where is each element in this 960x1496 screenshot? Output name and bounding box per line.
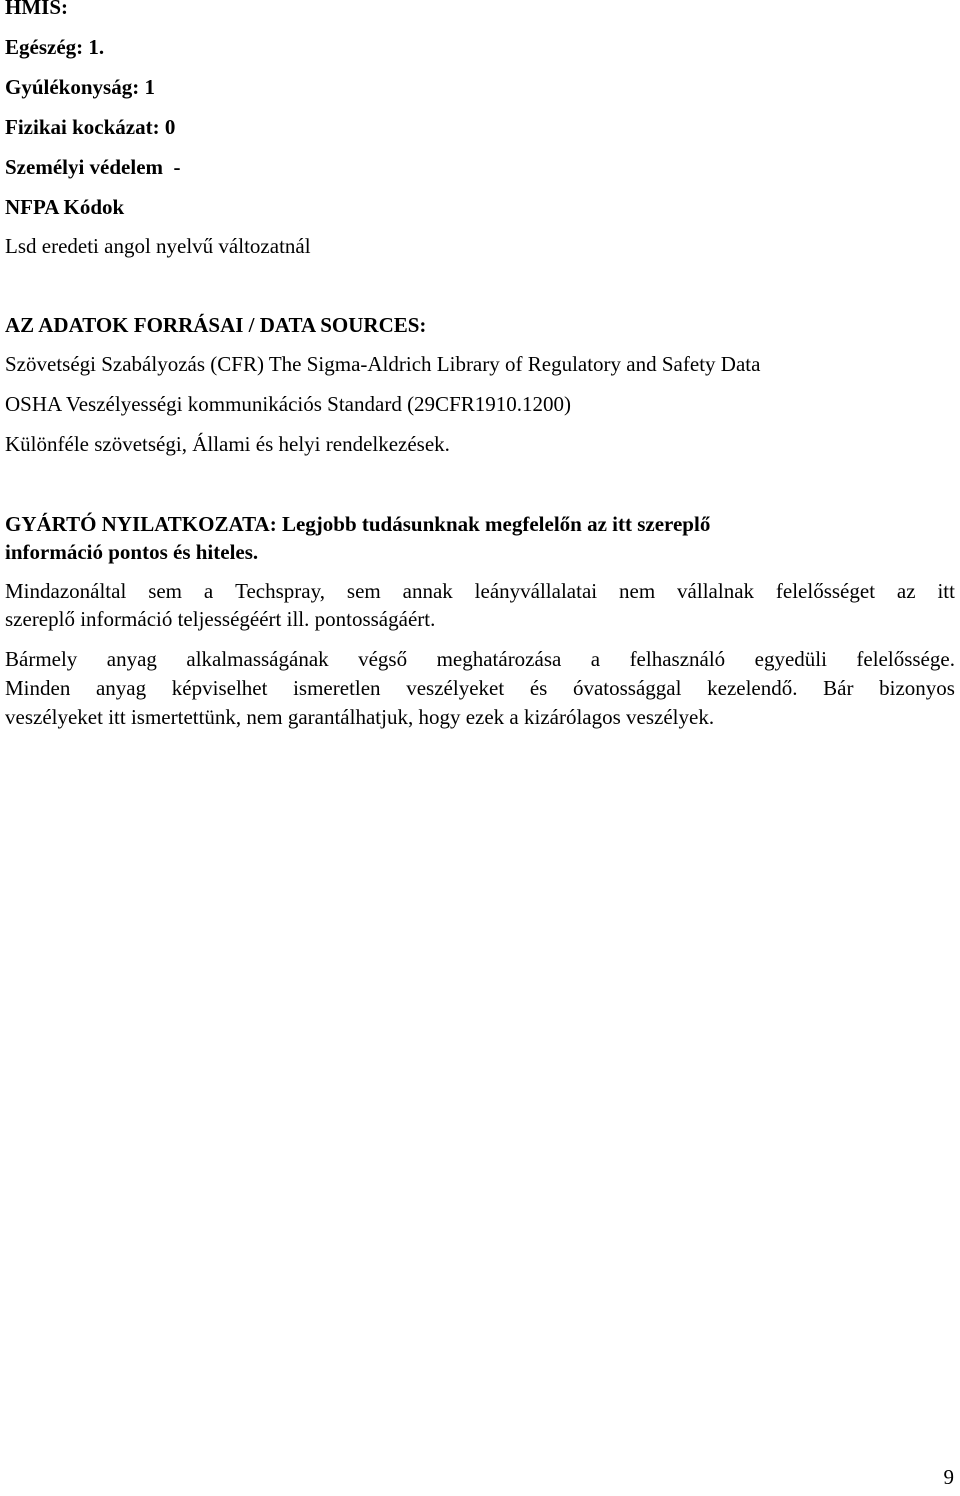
sources-line-3: Különféle szövetségi, Állami és helyi rendelkezések. bbox=[5, 432, 450, 456]
word: a bbox=[590, 647, 601, 671]
nfpa-note: Lsd eredeti angol nyelvű változatnál bbox=[5, 234, 311, 258]
word: egyedüli bbox=[754, 647, 827, 671]
disclaimer-p1-line-2: szereplő információ teljességéért ill. pontosságáért. bbox=[5, 607, 436, 631]
word: felelősséget bbox=[775, 579, 876, 603]
disclaimer-p2-line-2 bbox=[5, 675, 955, 701]
hmis-health: Egészég: 1. bbox=[5, 35, 105, 59]
word: az bbox=[896, 579, 916, 603]
word: bizonyos bbox=[879, 676, 955, 700]
disclaimer-heading-line-2: információ pontos és hiteles. bbox=[5, 540, 259, 564]
disclaimer-p1-line-1 bbox=[5, 578, 955, 604]
word: képviselhet bbox=[171, 676, 268, 700]
word: és bbox=[529, 676, 548, 700]
disclaimer-heading-line-1: GYÁRTÓ NYILATKOZATA: Legjobb tudásunknak megfelelőn az itt szereplő bbox=[5, 512, 711, 536]
word: kezelendő. bbox=[707, 676, 798, 700]
word: felelőssége. bbox=[856, 647, 955, 671]
word: a bbox=[203, 579, 214, 603]
disclaimer-p2-line-3: veszélyeket itt ismertettünk, nem garantálhatjuk, hogy ezek a kizárólagos veszélyek. bbox=[5, 705, 715, 729]
word: sem bbox=[346, 579, 381, 603]
word: itt bbox=[937, 579, 955, 603]
word: vállalnak bbox=[677, 579, 755, 603]
word: anyag bbox=[95, 676, 147, 700]
word: Mindazonáltal bbox=[5, 579, 127, 603]
nfpa-title: NFPA Kódok bbox=[5, 195, 125, 219]
word: ismeretlen bbox=[293, 676, 381, 700]
disclaimer-p2-line-1 bbox=[5, 646, 955, 672]
word: felhasználó bbox=[629, 647, 726, 671]
hmis-title: HMIS: bbox=[5, 0, 68, 19]
word: Minden bbox=[5, 676, 71, 700]
word: Techspray, bbox=[235, 579, 326, 603]
hmis-flammability: Gyúlékonyság: 1 bbox=[5, 75, 155, 99]
sources-line-2: OSHA Veszélyességi kommunikációs Standard (29CFR1910.1200) bbox=[5, 392, 571, 416]
word: anyag bbox=[106, 647, 157, 671]
word: Bármely bbox=[5, 647, 78, 671]
word: végső bbox=[358, 647, 408, 671]
page-number: 9 bbox=[943, 1465, 954, 1489]
word: veszélyeket bbox=[406, 676, 505, 700]
word: óvatossággal bbox=[572, 676, 682, 700]
hmis-physical-hazard: Fizikai kockázat: 0 bbox=[5, 115, 176, 139]
word: annak bbox=[402, 579, 453, 603]
word: nem bbox=[619, 579, 656, 603]
sources-heading: AZ ADATOK FORRÁSAI / DATA SOURCES: bbox=[5, 313, 427, 337]
word: alkalmasságának bbox=[186, 647, 329, 671]
word: meghatározása bbox=[436, 647, 562, 671]
sources-line-1: Szövetségi Szabályozás (CFR) The Sigma-Aldrich Library of Regulatory and Safety Data bbox=[5, 352, 761, 376]
hmis-personal-protection: Személyi védelem - bbox=[5, 155, 181, 179]
word: sem bbox=[148, 579, 183, 603]
word: leányvállalatai bbox=[474, 579, 598, 603]
word: Bár bbox=[823, 676, 854, 700]
